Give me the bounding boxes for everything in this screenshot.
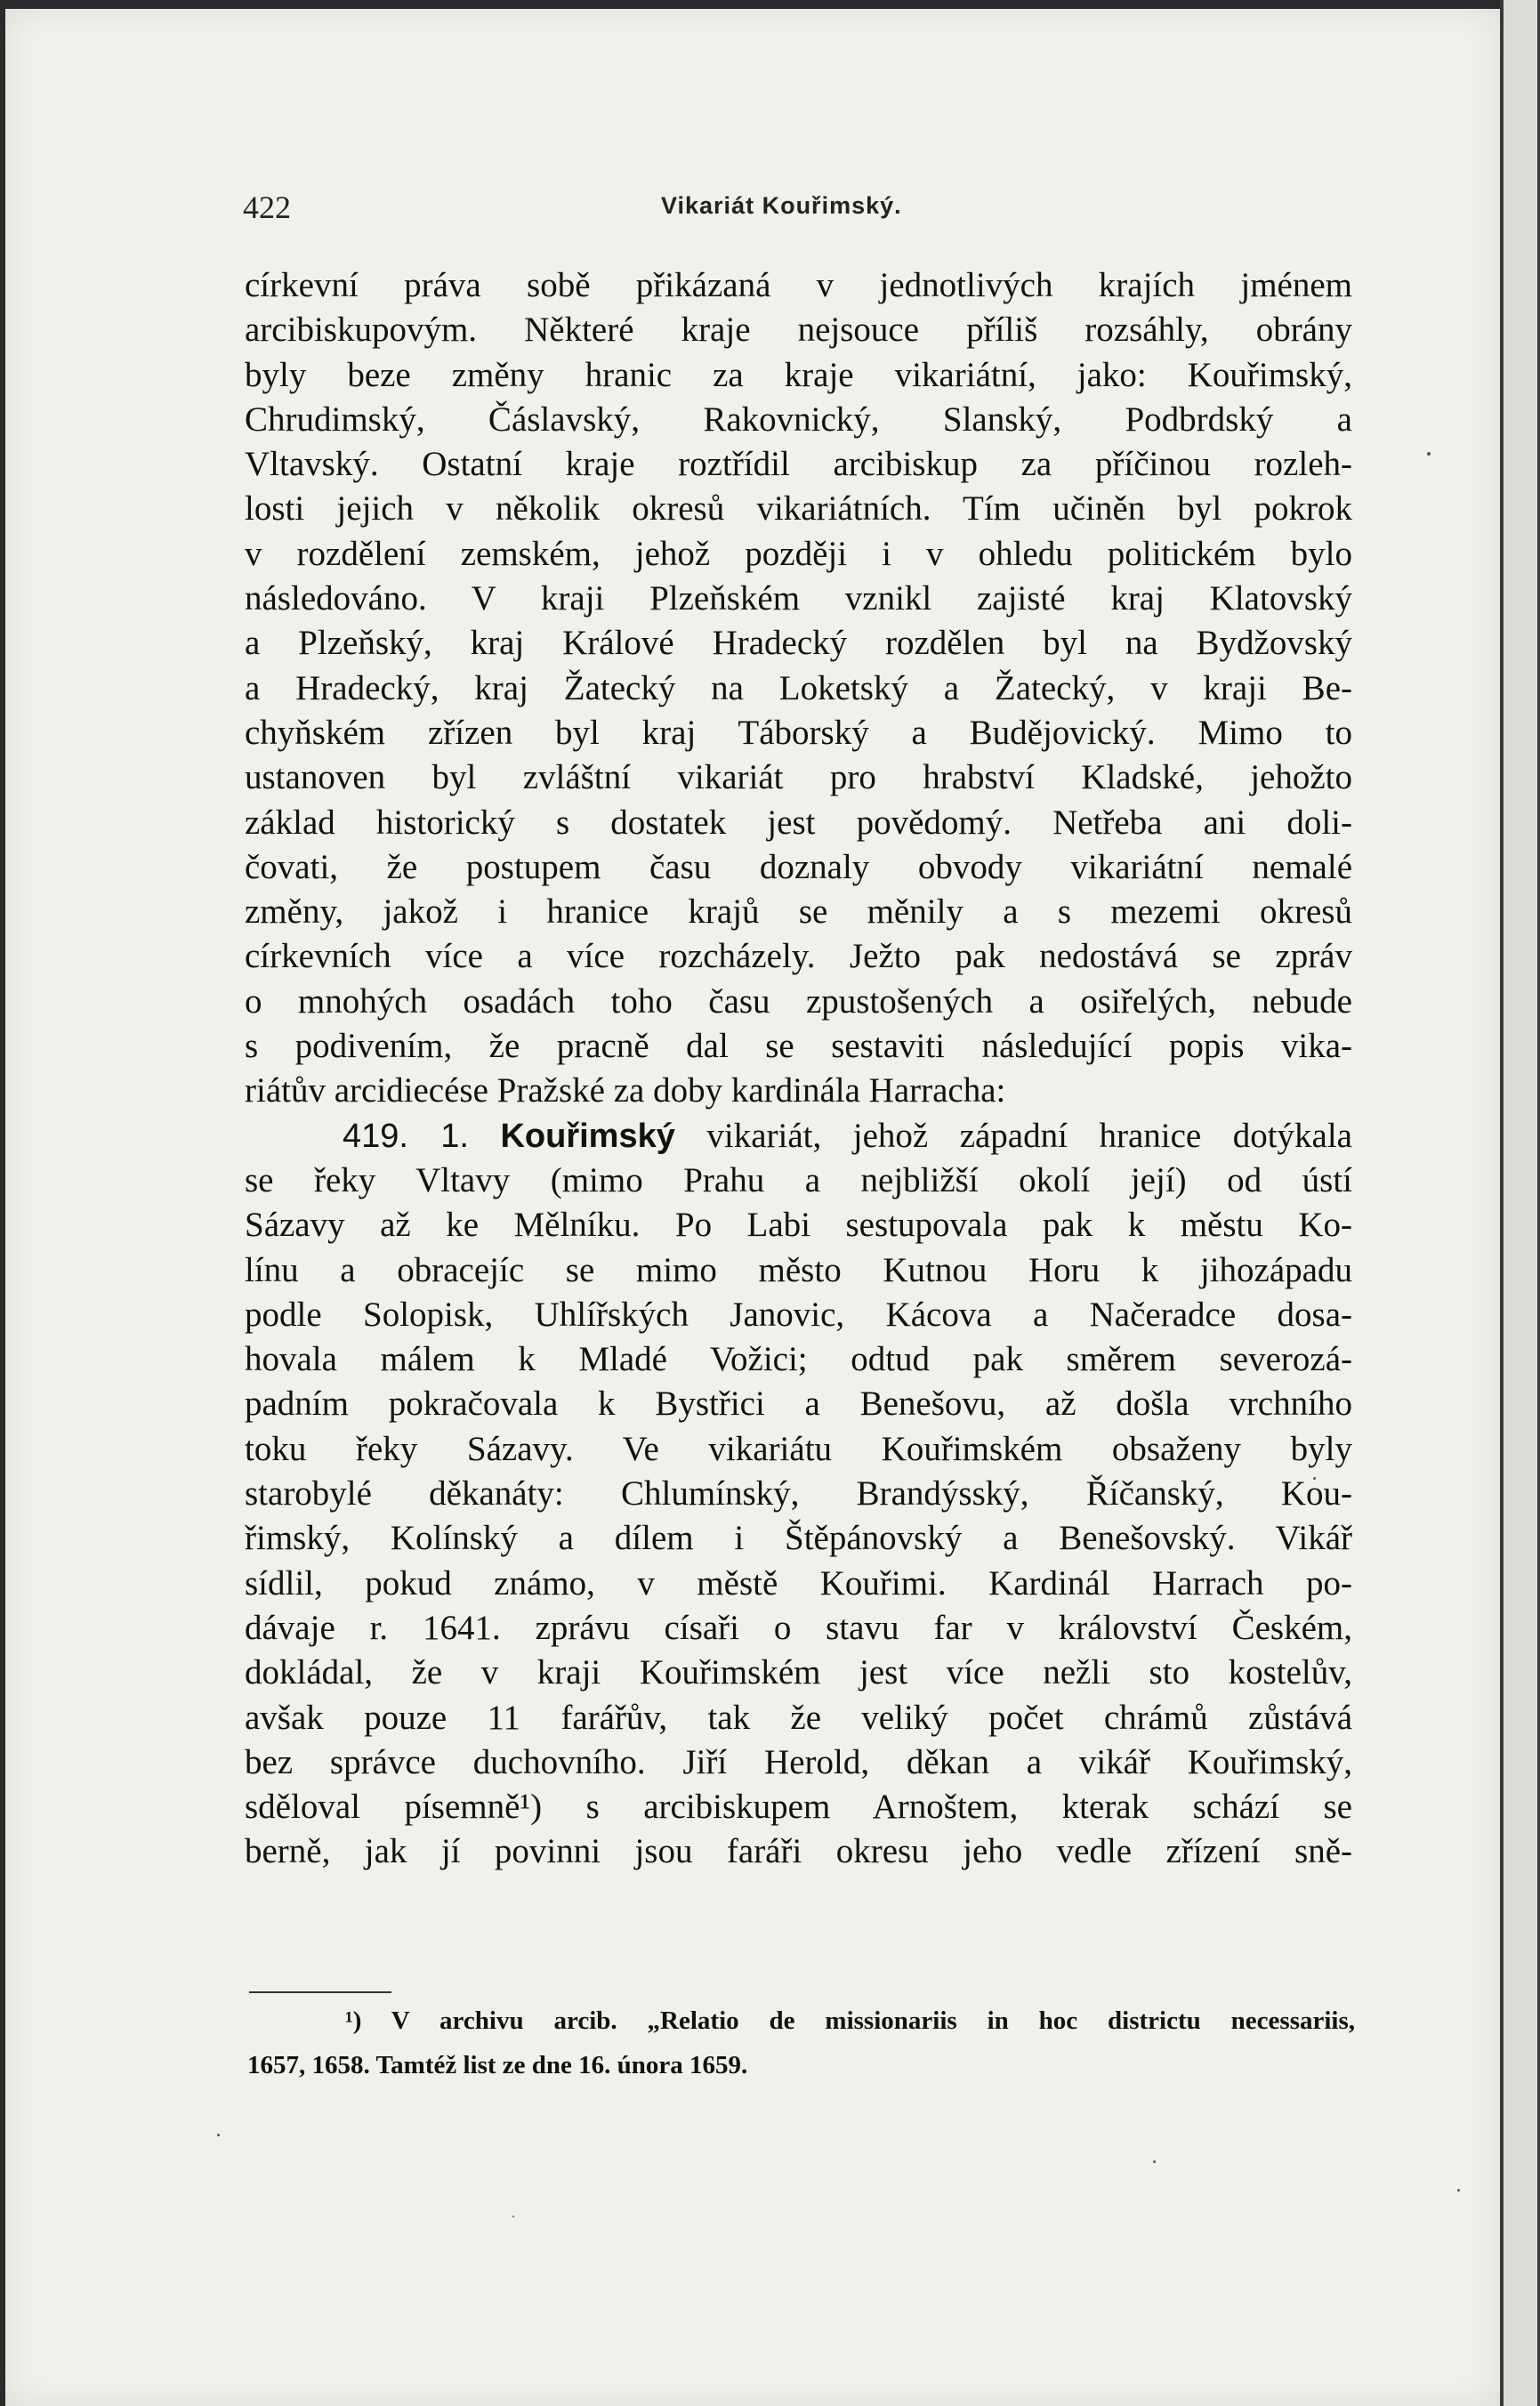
text-line: sděloval písemně¹) s arcibiskupem Arnoštem, kterak schází se — [245, 1788, 1352, 1827]
footnotes — [247, 1981, 1355, 2087]
text-line: riátův arcidiecése Pražské za doby kardinála Harracha: — [245, 1071, 1006, 1110]
text-line: bez správce duchovního. Jiří Herold, děkan a vikář Kouřimský, — [245, 1742, 1352, 1781]
running-head: Vikariát Kouřimský. — [661, 192, 902, 219]
scan-edge-strip — [1504, 0, 1537, 2406]
text-line: změny, jakož i hranice krajů se měnily a s mezemi okresů — [245, 892, 1352, 932]
text-line: a Plzeňský, kraj Králové Hradecký rozdělen byl na Bydžovský — [245, 624, 1352, 663]
text-line: a Hradecký, kraj Žatecký na Loketský a Žatecký, v kraji Be- — [245, 668, 1352, 707]
text-line: byly beze změny hranic za kraje vikariátní, jako: Kouřimský, — [245, 355, 1352, 394]
text-line: podle Solopisk, Uhlířských Janovic, Kácova a Načeradce dosa- — [245, 1295, 1352, 1334]
section-first-line: vikariát, jehož západní hranice dotýkala — [706, 1116, 1352, 1155]
section-title: Kouřimský — [500, 1117, 675, 1155]
text-line: Sázavy až ke Mělníku. Po Labi sestupovala pak k městu Ko- — [245, 1206, 1352, 1245]
text-line: s podivením, že pracně dal se sestaviti následující popis vika- — [245, 1027, 1352, 1066]
text-line: berně, jak jí povinni jsou faráři okresu jeho vedle zřízení sně- — [245, 1832, 1352, 1871]
text-line: hovala málem k Mladé Vožici; odtud pak směrem severozá- — [245, 1340, 1352, 1379]
text-line: církevních více a více rozcházely. Ježto pak nedostává se zpráv — [245, 937, 1352, 976]
text-line: řimský, Kolínský a dílem i Štěpánovský a Benešovský. Vikář — [245, 1519, 1352, 1558]
section-number: 419. 1. — [343, 1117, 469, 1155]
text-line: arcibiskupovým. Některé kraje nejsouce příliš rozsáhly, obrány — [245, 311, 1352, 350]
text-line: toku řeky Sázavy. Ve vikariátu Kouřimském obsaženy byly — [245, 1429, 1352, 1468]
page-header — [243, 189, 1346, 230]
text-line: Vltavský. Ostatní kraje roztřídil arcibiskup za příčinou rozleh- — [245, 445, 1352, 484]
text-line: dokládal, že v kraji Kouřimském jest více nežli sto kostelův, — [245, 1653, 1352, 1692]
text-line: se řeky Vltavy (mimo Prahu a nejbližší okolí její) od ústí — [245, 1160, 1352, 1199]
text-line: o mnohých osadách toho času zpustošených a osiřelých, nebude — [245, 981, 1352, 1021]
text-line: základ historický s dostatek jest povědomý. Netřeba ani doli- — [245, 803, 1352, 842]
text-line: následováno. V kraji Plzeňském vznikl zajisté kraj Klatovský — [245, 579, 1352, 618]
footnote-line: 1657, 1658. Tamtéž list ze dne 16. února 1659. — [247, 2051, 748, 2079]
text-line: v rozdělení zemském, jehož později i v ohledu politickém bylo — [245, 534, 1352, 573]
text-line: losti jejich v několik okresů vikariátních. Tím učiněn byl pokrok — [245, 489, 1352, 529]
text-line: čovati, že postupem času doznaly obvody vikariátní nemalé — [245, 847, 1352, 886]
text-line: dávaje r. 1641. zprávu císaři o stavu far v království Českém, — [245, 1608, 1352, 1647]
text-line: padním pokračovala k Bystřici a Benešovu, až došla vrchního — [245, 1385, 1352, 1424]
text-line: línu a obracejíc se mimo město Kutnou Horu k jihozápadu — [245, 1250, 1352, 1289]
text-line: Chrudimský, Čáslavský, Rakovnický, Slanský, Podbrdský a — [245, 400, 1352, 439]
text-line: chyňském zřízen byl kraj Táborský a Budějovický. Mimo to — [245, 713, 1352, 752]
page-number: 422 — [243, 190, 291, 225]
text-line: ustanoven byl zvláštní vikariát pro hrabství Kladské, jehožto — [245, 758, 1352, 797]
footnote-line: ¹) V archivu arcib. „Relatio de missionariis in hoc districtu necessariis, — [345, 2006, 1355, 2035]
text-line: církevní práva sobě přikázaná v jednotlivých krajích jménem — [245, 266, 1352, 304]
text-line: sídlil, pokud známo, v městě Kouřimi. Kardinál Harrach po- — [245, 1563, 1352, 1603]
text-line: avšak pouze 11 farářův, tak že veliký počet chrámů zůstává — [245, 1698, 1352, 1737]
section-heading-line — [245, 1114, 1352, 1159]
body-text — [245, 263, 1352, 1875]
text-line: starobylé děkanáty: Chlumínský, Brandýsský, Říčanský, Kou- — [245, 1474, 1352, 1514]
